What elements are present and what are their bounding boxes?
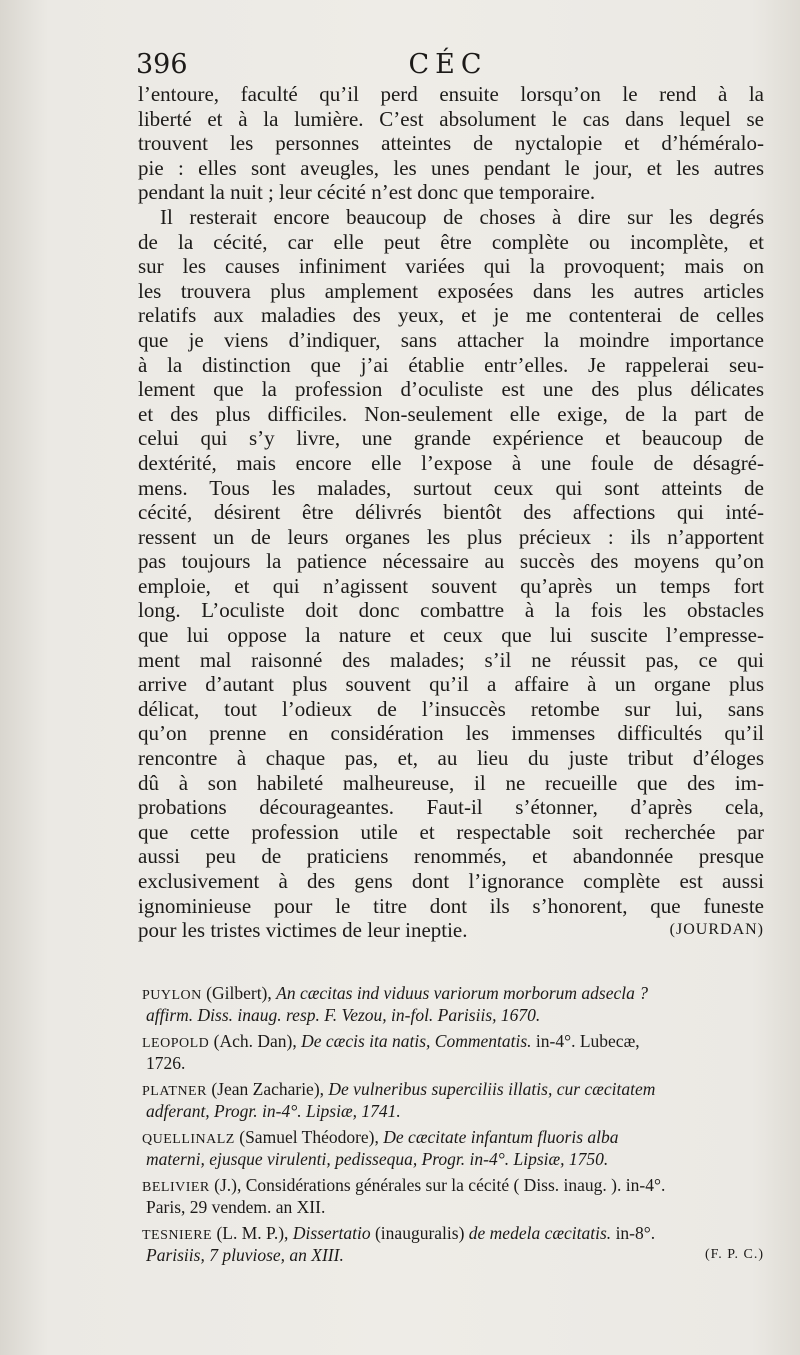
page-header — [136, 48, 760, 82]
text-line: de la cécité, car elle peut être complète ou incomplète, et — [138, 229, 764, 254]
ref-text: Parisiis, 7 pluviose, an XIII. — [146, 1245, 344, 1265]
bibliography-entry — [142, 982, 764, 1026]
ref-text: (Samuel Théodore), — [234, 1127, 384, 1147]
article-body — [138, 82, 764, 943]
text-line: délicat, tout l’odieux de l’insuccès retombe sur lui, sans — [138, 696, 764, 721]
ref-signature: (F. P. C.) — [704, 1247, 764, 1262]
bibliography-entry — [142, 1222, 764, 1266]
bibliography-entry — [142, 1126, 764, 1170]
text-line: celui qui s’y livre, une grande expérience et beaucoup de — [138, 426, 764, 451]
author-signature: (JOURDAN) — [669, 921, 764, 939]
ref-text: (Ach. Dan), — [209, 1031, 302, 1051]
ref-text: in-8°. — [611, 1223, 656, 1243]
text-line: relatifs aux maladies des yeux, et je me contenterai de celles — [138, 303, 764, 328]
bibliography-entry — [142, 1030, 764, 1074]
text-line: que lui oppose la nature et ceux que lui suscite l’empresse- — [138, 623, 764, 648]
ref-text: affirm. Diss. inaug. resp. F. Vezou, in-fol. Parisiis, 1670. — [146, 1005, 541, 1025]
text-line: sur les causes infiniment variées qui la provoquent; mais on — [138, 254, 764, 279]
text-line: pour les tristes victimes de leur ineptie. — [138, 918, 468, 943]
ref-title: de medela cæcitatis. — [468, 1223, 612, 1243]
ref-text: (J.), Considérations générales sur la cécité ( Diss. inaug. ). in-4°. — [209, 1175, 666, 1195]
bibliography-entry — [142, 1078, 764, 1122]
ref-text: Paris, 29 vendem. an XII. — [146, 1197, 326, 1217]
page-number: 396 — [136, 49, 188, 80]
text-line: Il resterait encore beaucoup de choses à dire sur les degrés — [160, 204, 764, 229]
ref-text: 1726. — [146, 1053, 186, 1073]
text-line: liberté et à la lumière. C’est absolument le cas dans lequel se — [138, 106, 764, 131]
ref-text: (inauguralis) — [370, 1223, 469, 1243]
ref-author: BELIVIER — [142, 1180, 210, 1195]
text-line: long. L’oculiste doit donc combattre à la fois les obstacles — [138, 598, 764, 623]
ref-author: LEOPOLD — [142, 1036, 210, 1051]
text-line: dû à son habileté malheureuse, il ne recueille que des im- — [138, 770, 764, 795]
ref-text: (L. M. P.), — [212, 1223, 293, 1243]
ref-title: De cæcis ita natis, Commentatis. — [301, 1031, 532, 1051]
ref-title: De cæcitate infantum fluoris alba — [383, 1127, 619, 1147]
text-line: arrive d’autant plus souvent qu’il a affaire à un organe plus — [138, 672, 764, 697]
text-line: pendant la nuit ; leur cécité n’est donc que temporaire. — [138, 180, 596, 205]
ref-title: De vulneribus superciliis illatis, cur cæcitatem — [328, 1079, 656, 1099]
text-line: exclusivement à des gens dont l’ignorance complète est aussi — [138, 869, 764, 893]
text-line: rencontre à chaque pas, et, au lieu du juste tribut d’éloges — [138, 746, 764, 771]
ref-text: adferant, Progr. in-4°. Lipsiæ, 1741. — [146, 1101, 401, 1121]
text-line: l’entoure, faculté qu’il perd ensuite lorsqu’on le rend à la — [138, 82, 764, 106]
text-line: que je viens d’indiquer, sans attacher la moindre importance — [138, 327, 764, 352]
text-line: ignominieuse pour le titre dont ils s’honorent, que funeste — [138, 893, 764, 918]
ref-author: PUYLON — [142, 988, 202, 1003]
text-line: que cette profession utile et respectable soit recherchée par — [138, 819, 764, 844]
bibliography-entry — [142, 1174, 764, 1218]
text-line: mens. Tous les malades, surtout ceux qui sont atteints de — [138, 475, 764, 500]
text-line: cécité, désirent être délivrés bientôt des affections qui inté- — [138, 500, 764, 525]
ref-text: (Gilbert), — [201, 983, 277, 1003]
text-line: les trouvera plus amplement exposées dans les autres articles — [138, 278, 764, 303]
ref-text: materni, ejusque virulenti, pedissequa, Progr. in-4°. Lipsiæ, 1750. — [146, 1149, 609, 1169]
text-line: à la distinction que j’ai établie entr’elles. Je rappelerai seu- — [138, 352, 764, 377]
text-line: dextérité, mais encore elle l’expose à une foule de désagré- — [138, 450, 764, 475]
text-line: probations décourageantes. Faut-il s’étonner, d’après cela, — [138, 795, 764, 820]
ref-author: QUELLINALZ — [142, 1132, 235, 1147]
text-line: aussi peu de praticiens renommés, et abandonnée presque — [138, 844, 764, 869]
text-line: et des plus difficiles. Non-seulement elle exige, de la part de — [138, 401, 764, 426]
text-line-final — [138, 918, 764, 943]
text-line: qu’on prenne en considération les immenses difficultés qu’il — [138, 721, 764, 746]
ref-author: TESNIERE — [142, 1228, 213, 1243]
text-line: emploie, et qui n’agissent souvent qu’après un temps fort — [138, 573, 764, 598]
text-line: lement que la profession d’oculiste est une des plus délicates — [138, 377, 764, 402]
ref-author: PLATNER — [142, 1084, 207, 1099]
text-line: ment mal raisonné des malades; s’il ne réussit pas, ce qui — [138, 647, 764, 672]
text-line: pas toujours la patience nécessaire au succès des moyens qu’on — [138, 549, 764, 574]
text-line: ressent un de leurs organes les plus précieux : ils n’apportent — [138, 524, 764, 549]
ref-title: Dissertatio — [292, 1223, 371, 1243]
bibliography — [142, 982, 764, 1270]
ref-text: in-4°. Lubecæ, — [531, 1031, 640, 1051]
ref-text: (Jean Zacharie), — [206, 1079, 329, 1099]
text-line: trouvent les personnes atteintes de nyctalopie et d’héméralo- — [138, 131, 764, 156]
running-head: CÉC — [408, 49, 488, 80]
ref-title: An cæcitas ind viduus variorum morborum adsecla ? — [276, 983, 648, 1003]
text-line: pie : elles sont aveugles, les unes pendant le jour, et les autres — [138, 155, 764, 180]
